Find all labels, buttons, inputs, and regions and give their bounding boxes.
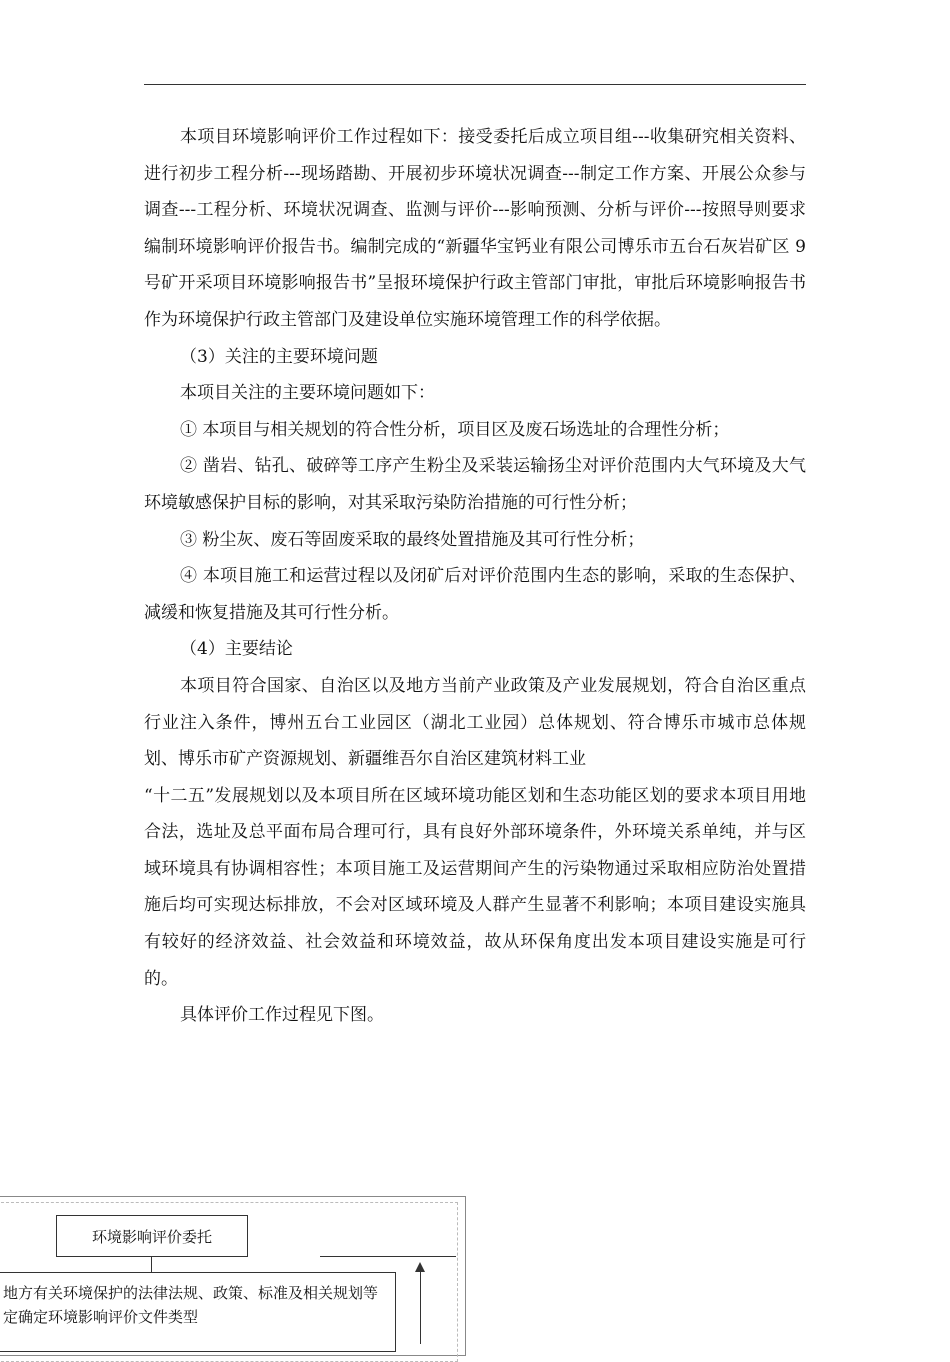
flowchart-box-laws (0, 1272, 396, 1352)
paragraph-see-figure: 具体评价工作过程见下图。 (180, 1005, 384, 1026)
paragraph-process: 本项目环境影响评价工作过程如下：接受委托后成立项目组---收集研究相关资料、进行初步工程分析---现场踏勘、开展初步环境状况调查---制定工作方案、开展公众参与调查---工程分析、环境状况调查、监测与评价---影响预测、分析与评价---按照导则要求编制环境影响评价报告书。编制完成的“新疆华宝钙业有限公司博乐市五台石灰岩矿区 9 号矿开采项目环境影响报告书”呈报环境保护行政主管部门审批，审批后环境影响报告书作为环境保护行政主管部门及建设单位实施环境管理工作的科学依据。 (144, 127, 806, 330)
paragraph-conclusion-a: 本项目符合国家、自治区以及地方当前产业政策及产业发展规划，符合自治区重点行业注入条件，博州五台工业园区（湖北工业园）总体规划、符合博乐市城市总体规划、博乐市矿产资源规划、新疆维吾尔自治区建筑材料工业 (144, 675, 806, 770)
flowchart-feedback-line (320, 1256, 456, 1257)
document-body (144, 119, 806, 1034)
list-item-issue-3: ③ 粉尘灰、废石等固废采取的最终处置措施及其可行性分析； (180, 529, 645, 550)
flowchart-box-commission-label: 环境影响评价委托 (91, 1227, 212, 1246)
heading-conclusions: （4）主要结论 (180, 639, 293, 660)
list-item-issue-1: ① 本项目与相关规划的符合性分析，项目区及废石场选址的合理性分析； (180, 419, 730, 440)
flowchart-box-laws-line2: 定确定环境影响评价文件类型 (3, 1308, 199, 1326)
list-item-issue-4: ④ 本项目施工和运营过程以及闭矿后对评价范围内生态的影响，采取的生态保护、减缓和恢复措施及其可行性分析。 (144, 566, 806, 623)
paragraph-conclusion-b: “十二五”发展规划以及本项目所在区域环境功能区划和生态功能区划的要求本项目用地合法，选址及总平面布局合理可行，具有良好外部环境条件，外环境关系单纯，并与区域环境具有协调相容性；本项目施工及运营期间产生的污染物通过采取相应防治处置措施后均可实现达标排放，不会对区域环境及人群产生显著不利影响；本项目建设实施具有较好的经济效益、社会效益和环境效益，故从环保角度出发本项目建设实施是可行的。 (144, 785, 806, 989)
heading-key-issues: （3）关注的主要环境问题 (180, 346, 378, 367)
flowchart-arrow-up-icon (415, 1262, 425, 1272)
list-item-issue-2: ② 凿岩、钻孔、破碎等工序产生粉尘及采装运输扬尘对评价范围内大气环境及大气环境敏感保护目标的影响，对其采取污染防治措施的可行性分析； (144, 456, 806, 513)
flowchart-feedback-arrow-shaft (420, 1272, 421, 1344)
flowchart-connector (151, 1257, 152, 1272)
paragraph-key-issues-intro: 本项目关注的主要环境问题如下： (180, 383, 435, 404)
flowchart-box-laws-line1: 地方有关环境保护的法律法规、政策、标准及相关规划等 (3, 1284, 379, 1302)
header-rule (144, 84, 806, 85)
flowchart-box-commission (56, 1215, 248, 1257)
